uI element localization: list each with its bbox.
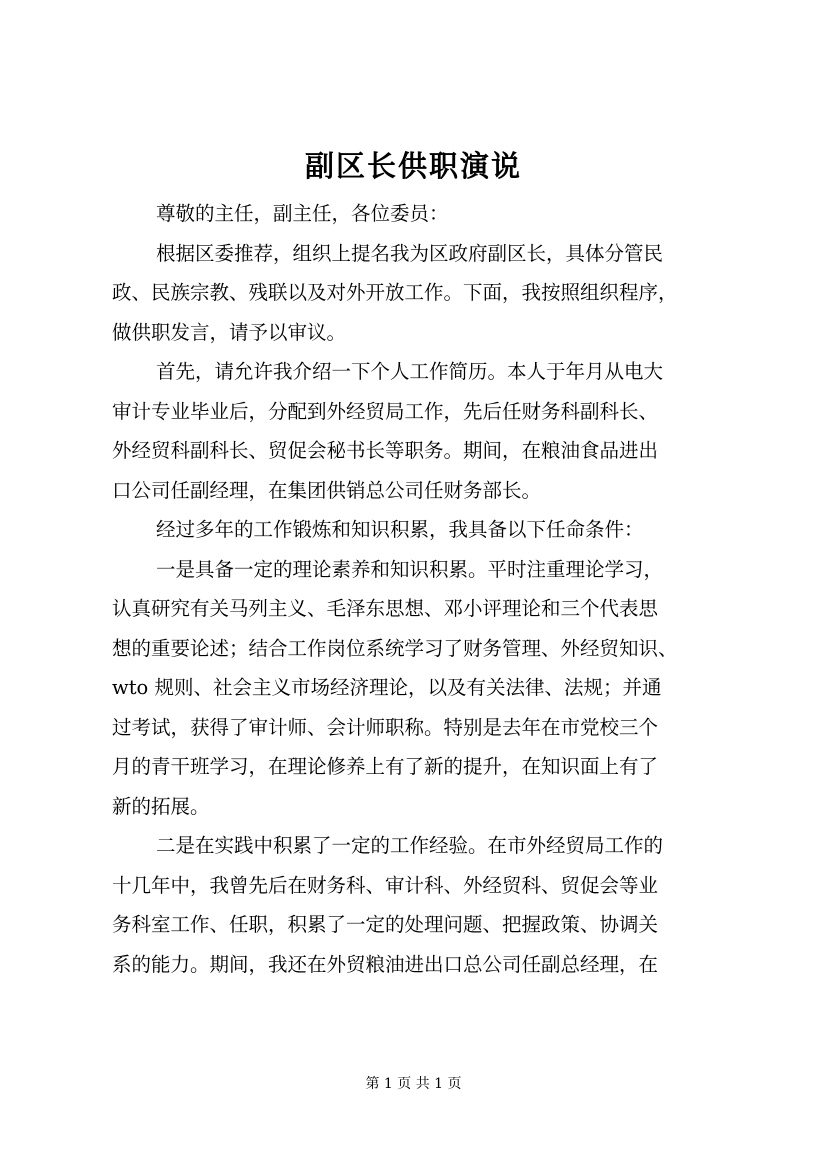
paragraph-line: 月的青干班学习，在理论修养上有了新的提升，在知识面上有了 bbox=[112, 755, 659, 778]
paragraph-line: 审计专业毕业后，分配到外经贸局工作，先后任财务科副科长、 bbox=[112, 399, 659, 423]
page-footer: 第 1 页 共 1 页 bbox=[365, 1076, 462, 1092]
paragraph-line: 做供职发言，请予以审议。 bbox=[112, 320, 347, 344]
paragraph-line: 十几年中，我曾先后在财务科、审计科、外经贸科、贸促会等业 bbox=[112, 873, 659, 897]
document-body bbox=[112, 194, 734, 984]
paragraph-line: 外经贸科副科长、贸促会秘书长等职务。期间，在粮油食品进出 bbox=[112, 439, 659, 462]
paragraph-line: 想的重要论述；结合工作岗位系统学习了财务管理、外经贸知识、 bbox=[112, 636, 678, 660]
paragraph-line: wto 规则、社会主义市场经济理论，以及有关法律、法规；并通 bbox=[112, 676, 662, 699]
paragraph-line: 一是具备一定的理论素养和知识积累。平时注重理论学习， bbox=[156, 557, 664, 581]
paragraph-line: 新的拓展。 bbox=[112, 794, 210, 818]
paragraph-line: 系的能力。期间，我还在外贸粮油进出口总公司任副总经理，在 bbox=[112, 952, 659, 976]
paragraph-line: 二是在实践中积累了一定的工作经验。在市外经贸局工作的 bbox=[156, 834, 664, 857]
paragraph-line: 过考试，获得了审计师、会计师职称。特别是去年在市党校三个 bbox=[112, 715, 659, 739]
paragraph-line: 首先，请允许我介绍一下个人工作简历。本人于年月从电大 bbox=[156, 360, 664, 383]
paragraph-line: 口公司任副经理，在集团供销总公司任财务部长。 bbox=[112, 478, 542, 502]
paragraph-line: 尊敬的主任，副主任，各位委员： bbox=[156, 202, 449, 225]
document-title: 副区长供职演说 bbox=[304, 149, 522, 183]
paragraph-line: 经过多年的工作锻炼和知识积累，我具备以下任命条件： bbox=[156, 518, 644, 541]
paragraph-line: 认真研究有关马列主义、毛泽东思想、邓小评理论和三个代表思 bbox=[112, 597, 659, 620]
paragraph-line: 根据区委推荐，组织上提名我为区政府副区长，具体分管民 bbox=[156, 241, 664, 265]
paragraph-line: 政、民族宗教、残联以及对外开放工作。下面，我按照组织程序， bbox=[112, 281, 678, 304]
paragraph-line: 务科室工作、任职，积累了一定的处理问题、把握政策、协调关 bbox=[112, 913, 659, 936]
